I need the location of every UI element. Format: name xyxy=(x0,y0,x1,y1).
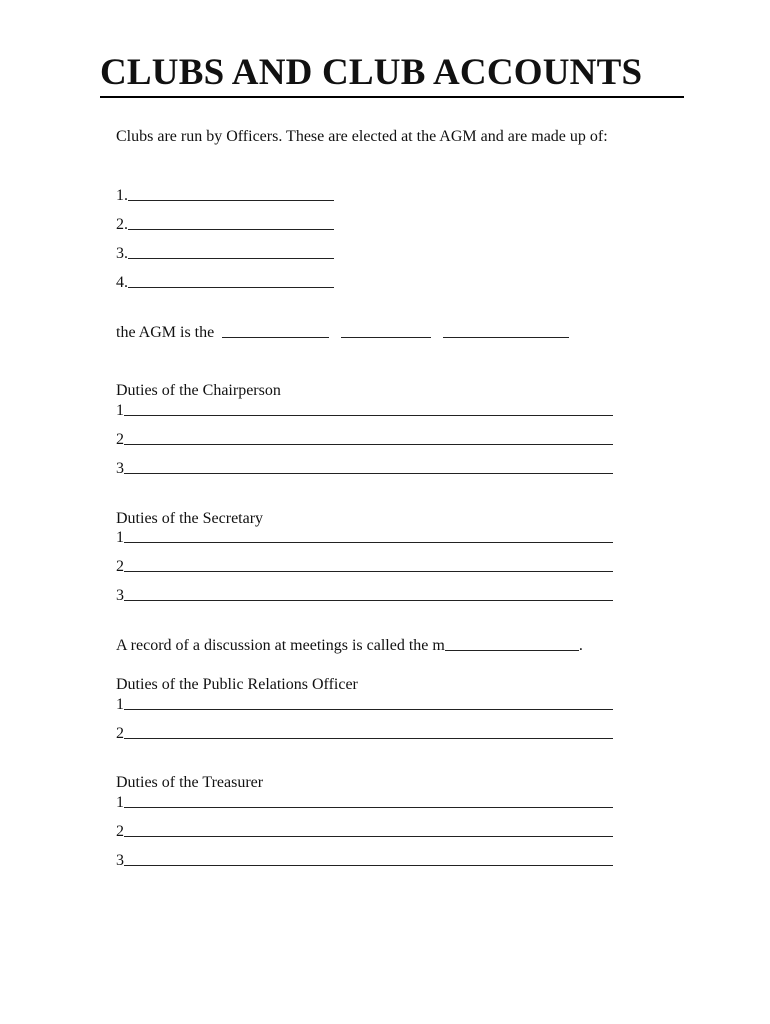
minutes-period: . xyxy=(578,637,583,654)
treasurer-blank-2[interactable] xyxy=(124,835,613,837)
secretary-duty-1 xyxy=(116,527,613,549)
secretary-duty-3 xyxy=(116,585,613,607)
officer-number: 1. xyxy=(116,187,128,204)
agm-sentence-text: the AGM is the xyxy=(116,324,215,341)
intro-paragraph: Clubs are run by Officers. These are elected at the AGM and are made up of: xyxy=(116,128,608,145)
pro-duty-2 xyxy=(116,723,613,745)
minutes-sentence-text: A record of a discussion at meetings is called the m xyxy=(116,637,445,654)
agm-blank-3[interactable] xyxy=(443,336,569,338)
officer-line-4 xyxy=(116,272,334,294)
treasurer-duty-2 xyxy=(116,821,613,843)
secretary-blank-1[interactable] xyxy=(124,541,613,543)
agm-blank-2[interactable] xyxy=(341,336,431,338)
duty-number: 2 xyxy=(116,558,124,575)
chairperson-blank-1[interactable] xyxy=(124,414,613,416)
duty-number: 1 xyxy=(116,529,124,546)
chairperson-duty-3 xyxy=(116,458,613,480)
pro-heading: Duties of the Public Relations Officer xyxy=(116,676,358,693)
duty-number: 1 xyxy=(116,696,124,713)
pro-duty-1 xyxy=(116,694,613,716)
treasurer-blank-1[interactable] xyxy=(124,806,613,808)
secretary-duty-2 xyxy=(116,556,613,578)
page-title: CLUBS AND CLUB ACCOUNTS xyxy=(100,52,684,98)
chairperson-heading: Duties of the Chairperson xyxy=(116,382,281,399)
duty-number: 1 xyxy=(116,402,124,419)
pro-blank-1[interactable] xyxy=(124,708,613,710)
minutes-blank[interactable] xyxy=(445,649,579,651)
duty-number: 2 xyxy=(116,725,124,742)
treasurer-blank-3[interactable] xyxy=(124,864,613,866)
agm-sentence xyxy=(116,322,569,344)
duty-number: 3 xyxy=(116,587,124,604)
officer-line-1 xyxy=(116,185,334,207)
treasurer-heading: Duties of the Treasurer xyxy=(116,774,264,791)
chairperson-duty-1 xyxy=(116,400,613,422)
secretary-blank-2[interactable] xyxy=(124,570,613,572)
treasurer-duty-3 xyxy=(116,850,613,872)
agm-blank-1[interactable] xyxy=(222,336,329,338)
duty-number: 3 xyxy=(116,852,124,869)
officer-blank-2[interactable] xyxy=(128,228,334,230)
officer-blank-3[interactable] xyxy=(128,257,334,259)
chairperson-blank-3[interactable] xyxy=(124,472,613,474)
duty-number: 2 xyxy=(116,823,124,840)
minutes-sentence xyxy=(116,635,583,657)
treasurer-duty-1 xyxy=(116,792,613,814)
chairperson-blank-2[interactable] xyxy=(124,443,613,445)
duty-number: 1 xyxy=(116,794,124,811)
secretary-blank-3[interactable] xyxy=(124,599,613,601)
officer-line-2 xyxy=(116,214,334,236)
duty-number: 2 xyxy=(116,431,124,448)
officer-number: 3. xyxy=(116,245,128,262)
officer-blank-4[interactable] xyxy=(128,286,334,288)
officer-number: 2. xyxy=(116,216,128,233)
officer-blank-1[interactable] xyxy=(128,199,334,201)
officer-line-3 xyxy=(116,243,334,265)
secretary-heading: Duties of the Secretary xyxy=(116,510,264,527)
officer-number: 4. xyxy=(116,274,128,291)
duty-number: 3 xyxy=(116,460,124,477)
pro-blank-2[interactable] xyxy=(124,737,613,739)
chairperson-duty-2 xyxy=(116,429,613,451)
